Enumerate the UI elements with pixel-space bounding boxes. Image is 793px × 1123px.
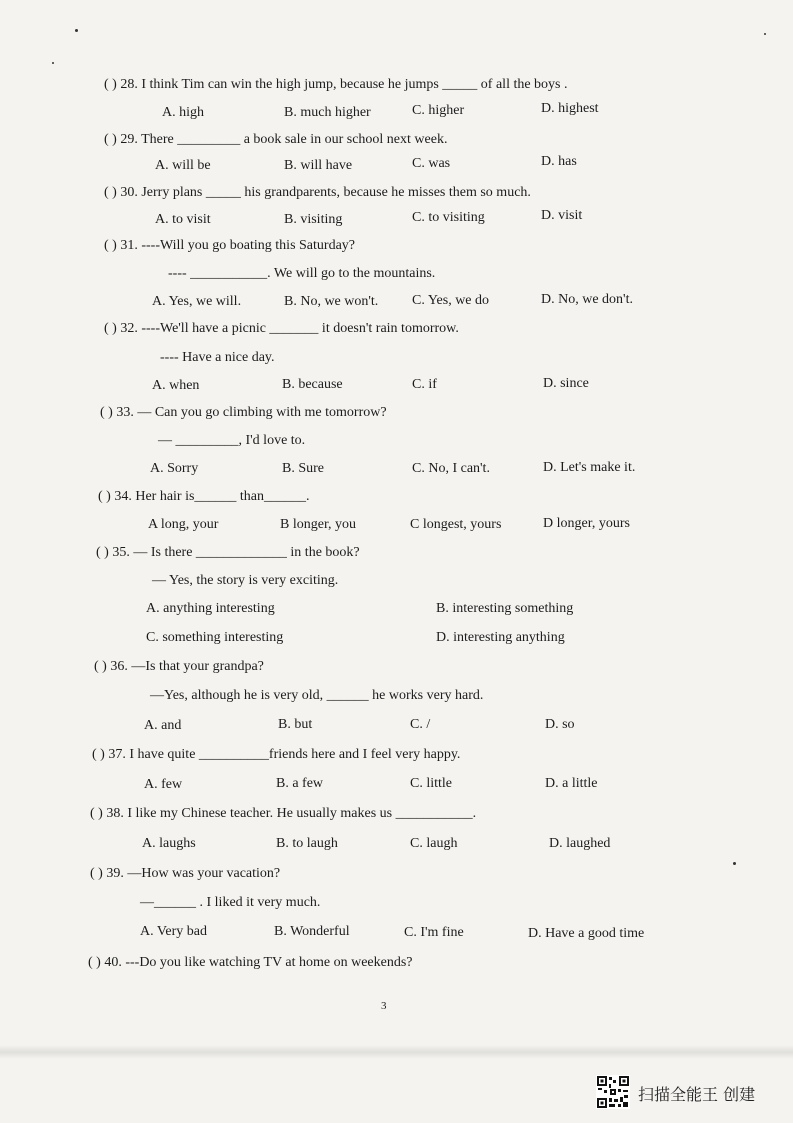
scan-speck xyxy=(52,62,54,64)
option-d[interactable]: D. interesting anything xyxy=(436,630,565,645)
option-b[interactable]: B. Wonderful xyxy=(274,924,350,939)
question-stem: — Can you go climbing with me tomorrow? xyxy=(137,405,387,420)
page-number: 3 xyxy=(381,1000,387,1012)
question-number: ( ) 34. xyxy=(98,489,132,504)
option-d[interactable]: D. laughed xyxy=(549,836,611,851)
option-b[interactable]: B. No, we won't. xyxy=(284,294,379,309)
option-a[interactable]: A. laughs xyxy=(142,836,196,851)
question-40 xyxy=(88,954,413,972)
question-number: ( ) 39. xyxy=(90,866,124,881)
question-stem: ----We'll have a picnic _______ it doesn't rain tomorrow. xyxy=(141,321,459,336)
option-d[interactable]: D. since xyxy=(543,376,589,391)
question-stem: Her hair is______ than______. xyxy=(135,489,310,504)
option-b[interactable]: B. a few xyxy=(276,776,324,791)
option-b[interactable]: B. will have xyxy=(284,158,353,173)
scan-speck xyxy=(75,29,78,32)
question-38 xyxy=(90,805,476,823)
option-b[interactable]: B. Sure xyxy=(282,461,324,476)
option-b[interactable]: B. much higher xyxy=(284,105,371,120)
question-number: ( ) 31. xyxy=(104,238,138,253)
option-b[interactable]: B. but xyxy=(278,717,313,732)
option-c[interactable]: C. higher xyxy=(412,103,465,118)
option-d[interactable]: D. so xyxy=(545,717,575,732)
question-number: ( ) 38. xyxy=(90,806,124,821)
question-number: ( ) 28. xyxy=(104,77,138,92)
question-36-reply: —Yes, although he is very old, ______ he works very hard. xyxy=(150,688,484,703)
question-28 xyxy=(104,76,568,94)
option-c[interactable]: C. to visiting xyxy=(412,210,485,225)
question-stem: I think Tim can win the high jump, because he jumps _____ of all the boys . xyxy=(141,77,568,92)
option-a[interactable]: A. and xyxy=(144,718,182,733)
scanner-watermark xyxy=(596,1075,776,1111)
question-36 xyxy=(94,658,264,676)
option-a[interactable]: A. when xyxy=(152,378,200,393)
scan-speck xyxy=(764,33,766,35)
option-b[interactable]: B. interesting something xyxy=(436,601,574,616)
option-a[interactable]: A. anything interesting xyxy=(146,601,275,616)
qr-code-icon xyxy=(596,1075,630,1109)
option-d[interactable]: D longer, yours xyxy=(543,516,630,531)
question-stem: —Is that your grandpa? xyxy=(131,659,264,674)
option-b[interactable]: B. because xyxy=(282,377,343,392)
scan-shadow xyxy=(0,1045,793,1059)
option-b[interactable]: B. visiting xyxy=(284,212,343,227)
option-a[interactable]: A. Yes, we will. xyxy=(152,294,242,309)
option-b[interactable]: B. to laugh xyxy=(276,836,338,851)
question-stem: — Is there _____________ in the book? xyxy=(133,545,360,560)
question-number: ( ) 33. xyxy=(100,405,134,420)
question-number: ( ) 32. xyxy=(104,321,138,336)
question-32 xyxy=(104,320,459,338)
option-a[interactable]: A. high xyxy=(162,105,204,120)
option-a[interactable]: A. Sorry xyxy=(150,461,199,476)
question-number: ( ) 29. xyxy=(104,132,138,147)
option-c[interactable]: C longest, yours xyxy=(410,517,502,532)
option-d[interactable]: D. visit xyxy=(541,208,583,223)
question-stem: I like my Chinese teacher. He usually makes us ___________. xyxy=(127,806,477,821)
question-31-reply: ---- ___________. We will go to the mountains. xyxy=(168,266,436,281)
option-d[interactable]: D. a little xyxy=(545,776,598,791)
option-d[interactable]: D. Have a good time xyxy=(528,926,645,941)
option-d[interactable]: D. Let's make it. xyxy=(543,460,636,475)
option-c[interactable]: C. laugh xyxy=(410,836,458,851)
question-39 xyxy=(90,865,280,883)
option-c[interactable]: C. / xyxy=(410,717,431,732)
option-a[interactable]: A. Very bad xyxy=(140,924,208,939)
option-c[interactable]: C. I'm fine xyxy=(404,925,464,940)
question-stem: ---Do you like watching TV at home on weekends? xyxy=(125,955,413,970)
question-31 xyxy=(104,237,355,255)
option-b[interactable]: B longer, you xyxy=(280,517,357,532)
question-stem: There _________ a book sale in our school next week. xyxy=(141,132,448,147)
question-30 xyxy=(104,184,531,202)
scan-speck xyxy=(733,862,736,865)
watermark-text: 扫描全能王 创建 xyxy=(638,1085,756,1104)
question-number: ( ) 35. xyxy=(96,545,130,560)
option-c[interactable]: C. Yes, we do xyxy=(412,293,490,308)
question-33-reply: — _________, I'd love to. xyxy=(158,433,306,448)
question-34 xyxy=(98,488,310,506)
option-a[interactable]: A. will be xyxy=(155,158,211,173)
question-37 xyxy=(92,746,460,764)
question-stem: Jerry plans _____ his grandparents, because he misses them so much. xyxy=(141,185,531,200)
option-c[interactable]: C. if xyxy=(412,377,437,392)
option-d[interactable]: D. has xyxy=(541,154,577,169)
question-35-reply: — Yes, the story is very exciting. xyxy=(152,573,339,588)
question-number: ( ) 37. xyxy=(92,747,126,762)
question-39-reply: —______ . I liked it very much. xyxy=(140,895,321,910)
question-32-reply: ---- Have a nice day. xyxy=(160,350,275,365)
question-number: ( ) 36. xyxy=(94,659,128,674)
question-33 xyxy=(100,404,387,422)
option-a[interactable]: A. to visit xyxy=(155,212,211,227)
option-c[interactable]: C. No, I can't. xyxy=(412,461,490,476)
question-number: ( ) 30. xyxy=(104,185,138,200)
question-35 xyxy=(96,544,360,562)
option-a[interactable]: A long, your xyxy=(148,517,219,532)
question-number: ( ) 40. xyxy=(88,955,122,970)
option-c[interactable]: C. little xyxy=(410,776,452,791)
option-d[interactable]: D. No, we don't. xyxy=(541,292,633,307)
option-d[interactable]: D. highest xyxy=(541,101,599,116)
option-c[interactable]: C. something interesting xyxy=(146,630,284,645)
question-29 xyxy=(104,131,447,149)
question-stem: I have quite __________friends here and I feel very happy. xyxy=(129,747,461,762)
option-a[interactable]: A. few xyxy=(144,777,183,792)
question-stem: —How was your vacation? xyxy=(127,866,281,881)
option-c[interactable]: C. was xyxy=(412,156,451,171)
question-stem: ----Will you go boating this Saturday? xyxy=(141,238,355,253)
